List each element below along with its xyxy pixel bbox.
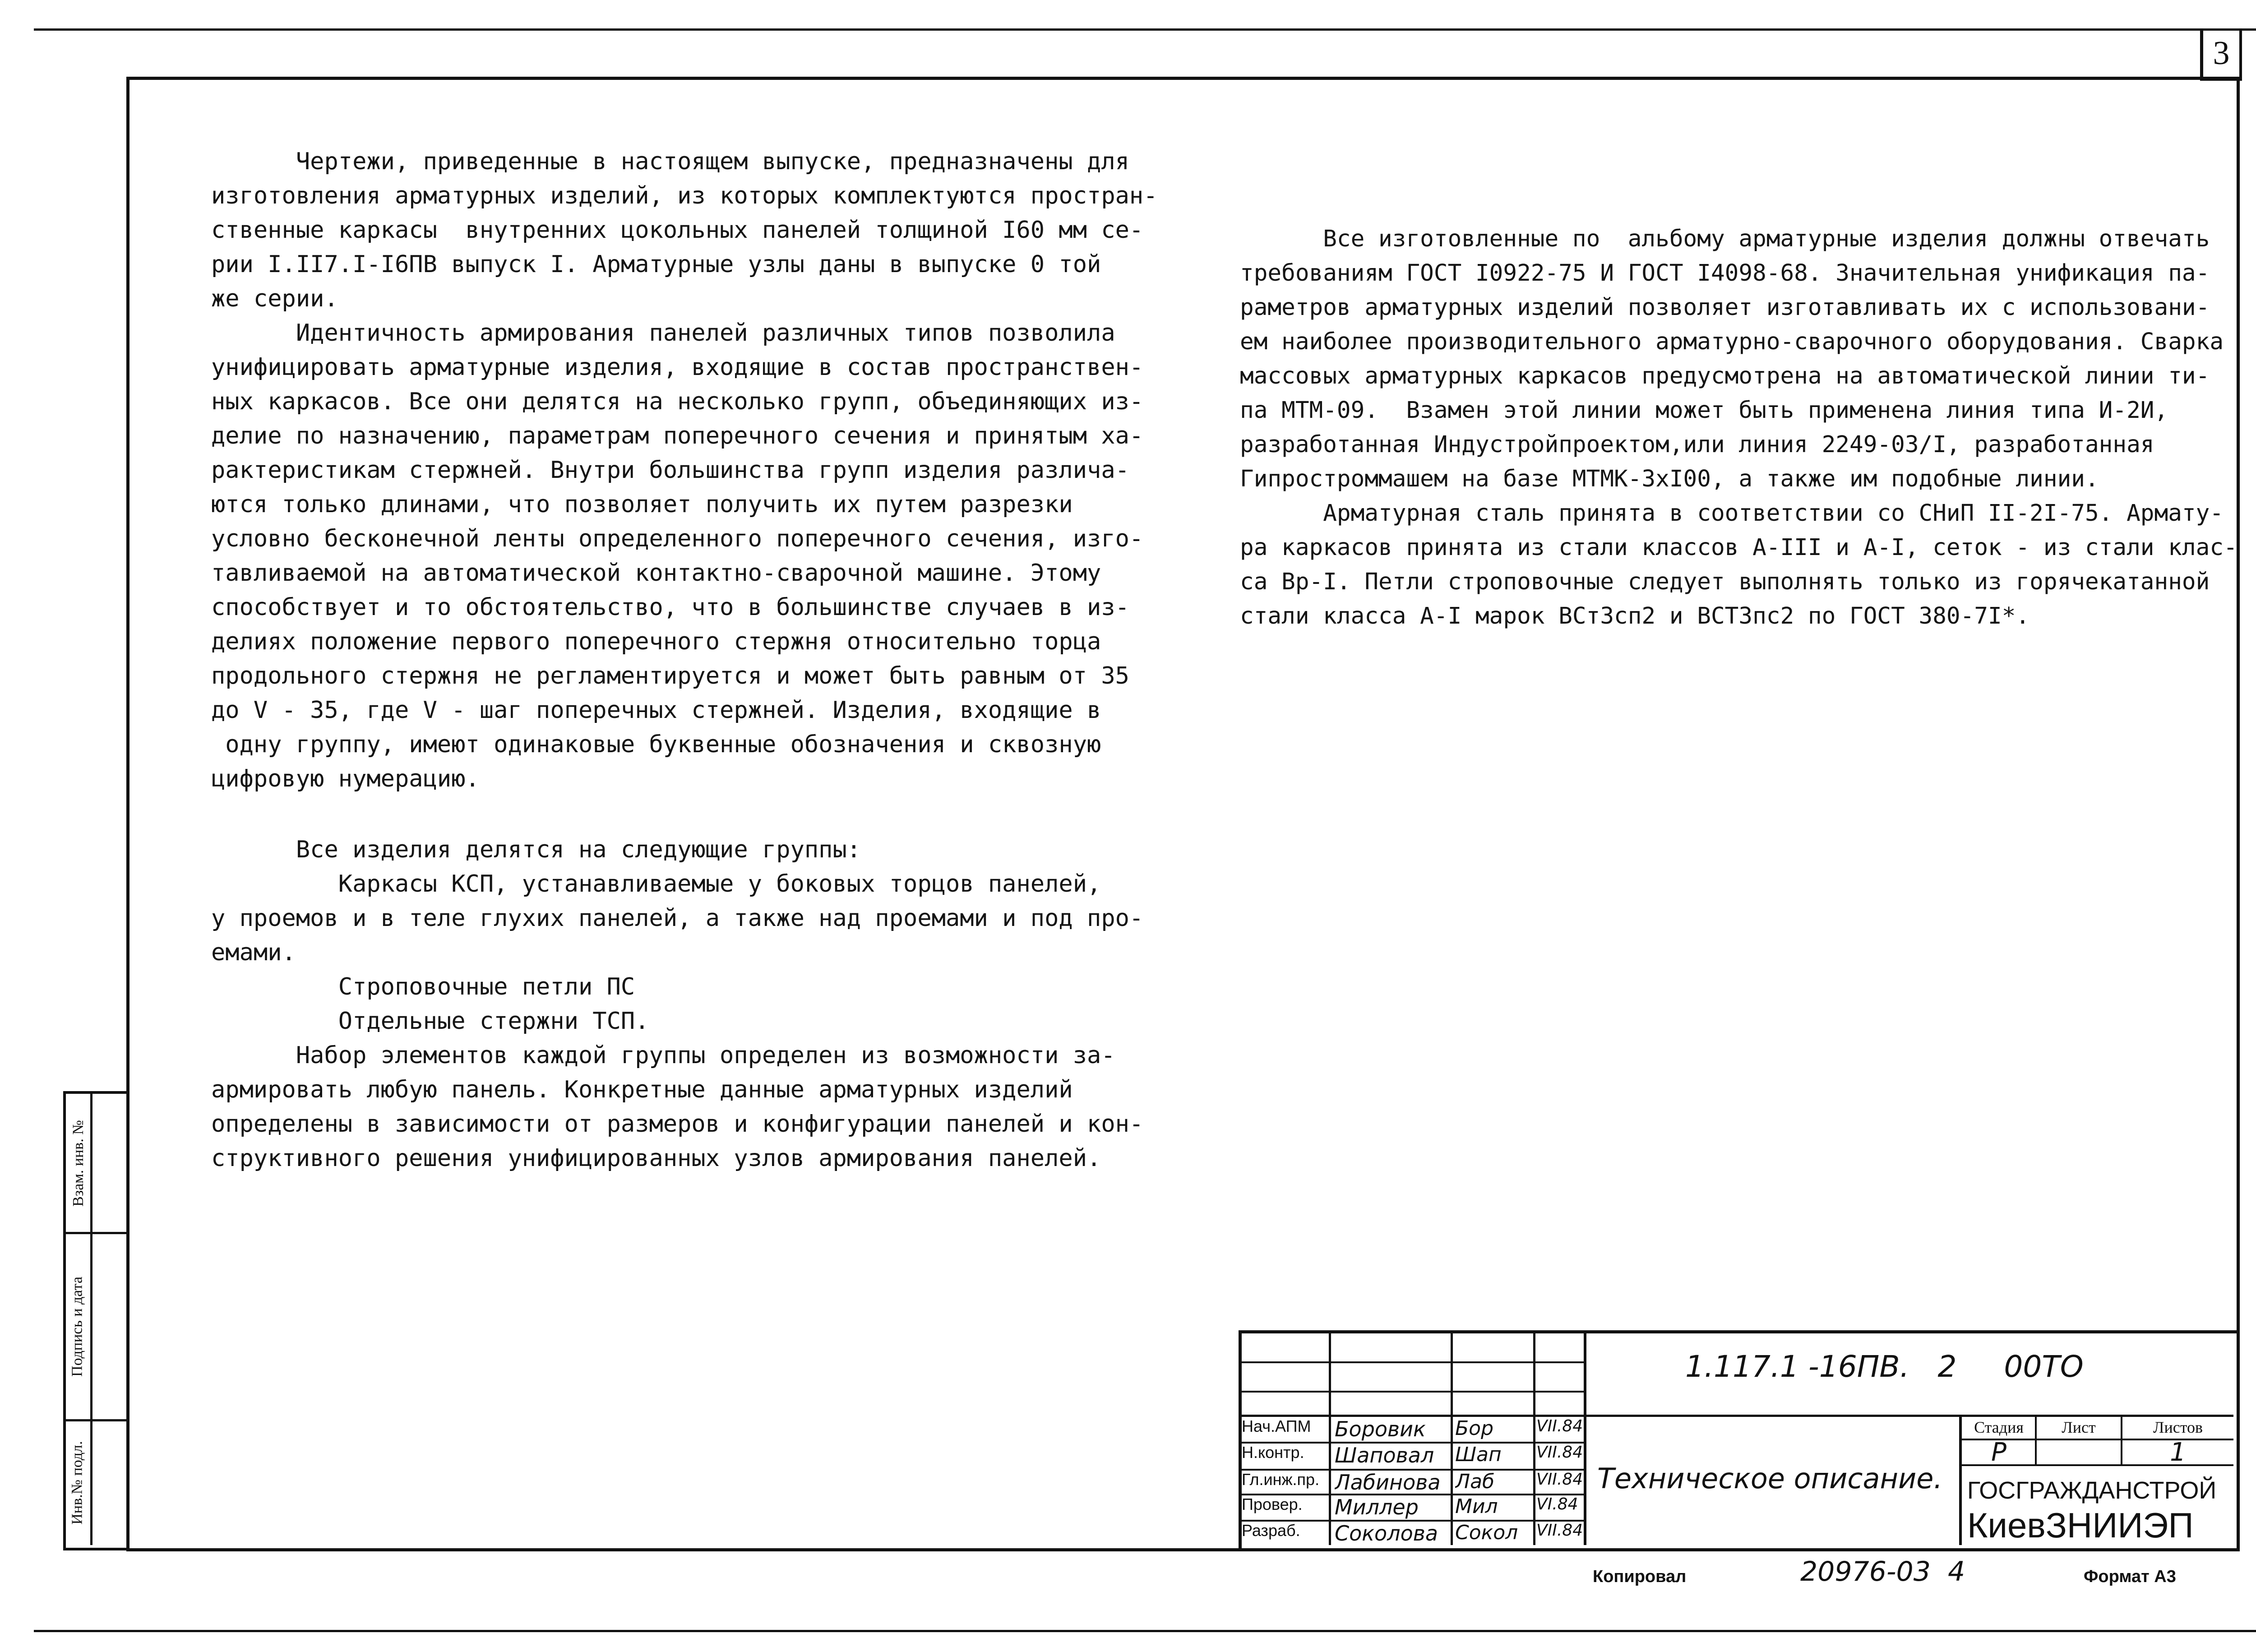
sheets-value: 1 [2170,1438,2186,1467]
text-line: ных каркасов. Все они делятся на несколько групп, объединяющих из- [211,388,1144,415]
signature-role: Н.контр. [1242,1443,1304,1462]
text-line: цифровую нумерацию. [211,765,480,792]
text-line: унифицировать арматурные изделия, входящие в состав пространствен- [211,354,1144,381]
text-line: ем наиболее производительного арматурно-сварочного оборудования. Сварка [1240,329,2224,355]
text-line: Арматурная сталь принята в соответствии со СНиП II-2I-75. Армату- [1240,500,2224,527]
signature-date: VII.84 [1536,1443,1583,1462]
body-text-left [211,144,1158,796]
signature-role: Разраб. [1242,1521,1300,1540]
signature-name: Лабинова [1335,1470,1441,1495]
text-line: определены в зависимости от размеров и конфигурации панелей и кон- [211,1111,1144,1138]
text-line: Все изделия делятся на следующие группы: [211,836,861,863]
signature-name: Шаповал [1335,1443,1434,1467]
text-line: продольного стержня не регламентируется и может быть равным от 35 [211,662,1129,689]
signature-date: VII.84 [1536,1470,1583,1489]
signature-mark: Шап [1455,1443,1502,1466]
text-line: делие по назначению, параметрам поперечного сечения и принятым ха- [211,422,1144,449]
text-line: Набор элементов каждой группы определен из возможности за- [211,1042,1115,1069]
signature-name: Боровик [1335,1417,1426,1441]
body-text-groups [211,833,1143,1175]
copied-label: Копировал [1593,1567,1687,1586]
signature-role: Гл.инж.пр. [1242,1470,1320,1489]
text-line: ственные каркасы внутренних цокольных панелей толщиной I60 мм се- [211,217,1144,244]
side-stamp-vzam-inv: Взам. инв. № [70,1120,87,1207]
text-line: емами. [211,939,296,966]
text-line: Все изготовленные по альбому арматурные изделия должны отвечать [1240,226,2210,252]
text-line: тавливаемой на автоматической контактно-сварочной машине. Этому [211,560,1101,587]
text-line: са Bр-I. Петли строповочные следует выполнять только из горячекатанной [1240,569,2210,595]
text-line: рактеристикам стержней. Внутри большинства групп изделия различа- [211,457,1129,484]
text-line: стали класса А-I марок ВСт3сп2 и ВСТ3пс2 по ГОСТ 380-7I*. [1240,603,2030,629]
text-line: условно бесконечной ленты определенного поперечного сечения, изго- [211,525,1144,552]
text-line: Чертежи, приведенные в настоящем выпуске, предназначены для [211,148,1129,175]
text-line: Гипростроммашем на базе МТМК-3хI00, а также им подобные линии. [1240,466,2099,492]
text-line: массовых арматурных каркасов предусмотрена на автоматической линии ти- [1240,363,2210,389]
text-line: одну группу, имеют одинаковые буквенные обозначения и сквозную [211,731,1101,758]
text-line: способствует и то обстоятельство, что в большинстве случаев в из- [211,594,1129,621]
text-line: до V - 35, где V - шаг поперечных стержней. Изделия, входящие в [211,697,1101,724]
text-line: у проемов и в теле глухих панелей, а также над проемами и под про- [211,905,1144,932]
document-title: Техническое описание. [1597,1462,1943,1495]
sheet-number: 3 [2213,35,2230,72]
document-code: 1.117.1 -16ПВ. 2 00ТО [1685,1349,2084,1384]
org-name-line2: КиевЗНИИЭП [1967,1505,2194,1545]
format-label: Формат А3 [2084,1567,2176,1586]
signature-mark: Сокол [1455,1521,1518,1544]
signature-role: Провер. [1242,1495,1303,1513]
side-stamp-podpis-data: Подпись и дата [69,1277,86,1377]
text-line: структивного решения унифицированных узлов армирования панелей. [211,1145,1101,1172]
signature-name: Соколова [1335,1521,1438,1546]
signature-date: VI.84 [1536,1495,1578,1513]
text-line: изготовления арматурных изделий, из которых комплектуются простран- [211,182,1158,209]
signature-mark: Мил [1455,1495,1498,1518]
signature-role: Нач.АПМ [1242,1417,1311,1435]
text-line: же серии. [211,285,338,312]
body-text-right [1240,222,2238,634]
sheet-label: Лист [2062,1418,2096,1436]
signature-mark: Бор [1455,1417,1494,1440]
text-line: ра каркасов принята из стали классов А-III и А-I, сеток - из стали клас- [1240,534,2238,561]
text-line: рии I.II7.I-I6ПВ выпуск I. Арматурные узлы даны в выпуске 0 той [211,251,1101,278]
side-stamp-inv-podl: Инв.№ подл. [69,1441,86,1525]
sheets-label: Листов [2153,1418,2203,1436]
text-line: требованиям ГОСТ I0922-75 И ГОСТ I4098-68. Значительная унификация па- [1240,260,2210,287]
text-line: Строповочные петли ПС [211,973,635,1000]
text-line: армировать любую панель. Конкретные данные арматурных изделий [211,1076,1073,1103]
text-line: па МТМ-09. Взамен этой линии может быть применена линия типа И-2И, [1240,397,2168,424]
inventory-number: 20976-03 4 [1800,1556,1965,1587]
text-line: раметров арматурных изделий позволяет изготавливать их с использовани- [1240,294,2210,321]
stage-label: Стадия [1974,1418,2024,1436]
signature-name: Миллер [1335,1495,1419,1519]
text-line: Идентичность армирования панелей различных типов позволила [211,319,1115,347]
org-name-line1: ГОСГРАЖДАНСТРОЙ [1967,1477,2217,1504]
signature-mark: Лаб [1455,1470,1495,1493]
text-line: ются только длинами, что позволяет получить их путем разрезки [211,491,1073,518]
top-trim-line [34,28,2256,31]
text-line: делиях положение первого поперечного стержня относительно торца [211,628,1101,655]
text-line: разработанная Индустройпроектом,или линия 2249-03/I, разработанная [1240,431,2154,458]
bottom-trim-line [34,1630,2256,1632]
signature-date: VII.84 [1536,1521,1583,1540]
text-line: Отдельные стержни ТСП. [211,1008,649,1035]
signature-date: VII.84 [1536,1417,1583,1435]
stage-value: Р [1991,1438,2006,1467]
text-line: Каркасы КСП, устанавливаемые у боковых торцов панелей, [211,870,1101,898]
